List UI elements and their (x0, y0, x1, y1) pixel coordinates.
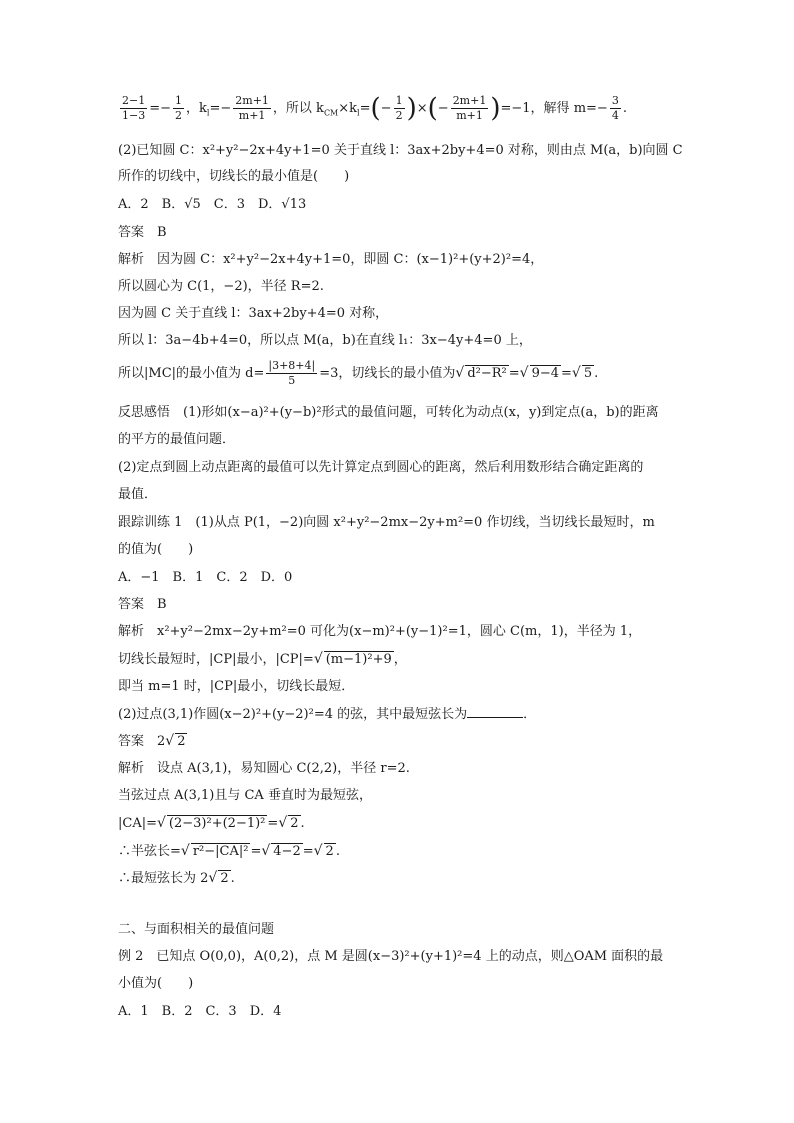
tracking-options: A．−1 B．1 C．2 D．0 (118, 570, 293, 585)
example2-line-2: 小值为( ) (118, 976, 194, 991)
tracking-solution-1: 解析 x²+y²−2mx−2y+m²=0 可化为(x−m)²+(y−1)²=1，圆心 C(m，1)，半径为 1， (118, 624, 642, 639)
fraction: $\frac{2-1}{1-3}$ (122, 94, 146, 122)
training2-solution-3: |CA|=√ (2−3)²+(2−1)² =√ 2 . (118, 815, 305, 831)
q2-line-1: (2)已知圆 C：x²+y²−2x+4y+1=0 关于直线 l：3ax+2by+4=0 对称，则由点 M(a，b)向圆 C (118, 143, 683, 158)
fraction: $\frac{3}{4}$ (611, 94, 619, 122)
section-heading: 二、与面积相关的最值问题 (118, 922, 275, 937)
tracking-answer: 答案 B (118, 597, 167, 612)
q2-solution-3: 因为圆 C 关于直线 l：3ax+2by+4=0 对称， (118, 306, 389, 321)
tracking-solution-2: 切线长最短时，|CP|最小，|CP|=√ (m−1)²+9 ， (118, 651, 407, 667)
q2-solution-4: 所以 l：3a−4b+4=0，所以点 M(a，b)在直线 l₁：3x−4y+4=0 上， (118, 333, 532, 348)
tracking-solution-3: 即当 m=1 时，|CP|最小，切线长最短． (118, 679, 355, 694)
example2-line-1: 例 2 已知点 O(0,0)，A(0,2)，点 M 是圆(x−3)²+(y+1)²=4 上的动点，则△OAM 面积的最 (118, 949, 664, 964)
q2-solution-1: 解析 因为圆 C：x²+y²−2x+4y+1=0，即圆 C：(x−1)²+(y+2)²=4， (118, 252, 544, 267)
example2-options: A．1 B．2 C．3 D．4 (118, 1004, 282, 1019)
top-formula-line: $\frac{2-1}{1-3}$ =− $\frac{1}{2}$ ，$k_l=-$ $\frac{2m+1}{m+1}$ ，所以 $k_{CM}\times k_l=(-$ $\frac{1}{2}$ )×(− $\frac{2m+1}{m+1}$ )=−1，解得 m=− $\frac{3}{4}$ . (122, 93, 627, 124)
fraction: $\frac{1}{2}$ (175, 94, 183, 122)
fraction: $\frac{|3+8+4|}{5}$ (268, 359, 316, 387)
q2-options: A．2 B．√5 C．3 D．√13 (118, 197, 307, 212)
tracking-training-1: 跟踪训练 1 (1)从点 P(1，−2)向圆 x²+y²−2mx−2y+m²=0 作切线，当切线长最短时，m (118, 515, 655, 530)
reflection-4: 最值． (118, 487, 158, 502)
q2-line-2: 所作的切线中，切线长的最小值是( ) (118, 169, 350, 184)
tracking-training-2: 的值为( ) (118, 542, 194, 557)
answer-blank (467, 705, 523, 718)
reflection-3: (2)定点到圆上动点距离的最值可以先计算定点到圆心的距离，然后利用数形结合确定距离的 (118, 460, 644, 475)
training2-solution-4: ∴半弦长=√ r²−|CA|² =√ 4−2 =√ 2 . (118, 843, 340, 859)
training2-solution-5: ∴最短弦长为 2√ 2 . (118, 870, 235, 886)
q2-solution-5: 所以|MC|的最小值为 d= $\frac{|3+8+4|}{5}$ =3，切线长的最小值为√ d²−R² =√ 9−4 =√ 5 . (118, 359, 599, 387)
training2-solution-2: 当弦过点 A(3,1)且与 CA 垂直时为最短弦， (118, 788, 372, 803)
q2-answer: 答案 B (118, 225, 167, 240)
q2-solution-2: 所以圆心为 C(1，−2)，半径 R=2. (118, 279, 324, 294)
reflection-2: 的平方的最值问题． (118, 432, 236, 447)
fraction: $\frac{2m+1}{m+1}$ (235, 94, 269, 122)
training2-answer: 答案 2√ 2 (118, 733, 186, 749)
training2-solution-1: 解析 设点 A(3,1)，易知圆心 C(2,2)，半径 r=2. (118, 761, 410, 776)
fraction: $\frac{2m+1}{m+1}$ (452, 94, 487, 122)
fraction: $\frac{1}{2}$ (395, 94, 403, 122)
reflection-1: 反思感悟 (1)形如(x−a)²+(y−b)²形式的最值问题，可转化为动点(x，y)到定点(a，b)的距离 (118, 405, 659, 420)
training2-question: (2)过点(3,1)作圆(x−2)²+(y−2)²=4 的弦，其中最短弦长为 ． (118, 707, 537, 722)
